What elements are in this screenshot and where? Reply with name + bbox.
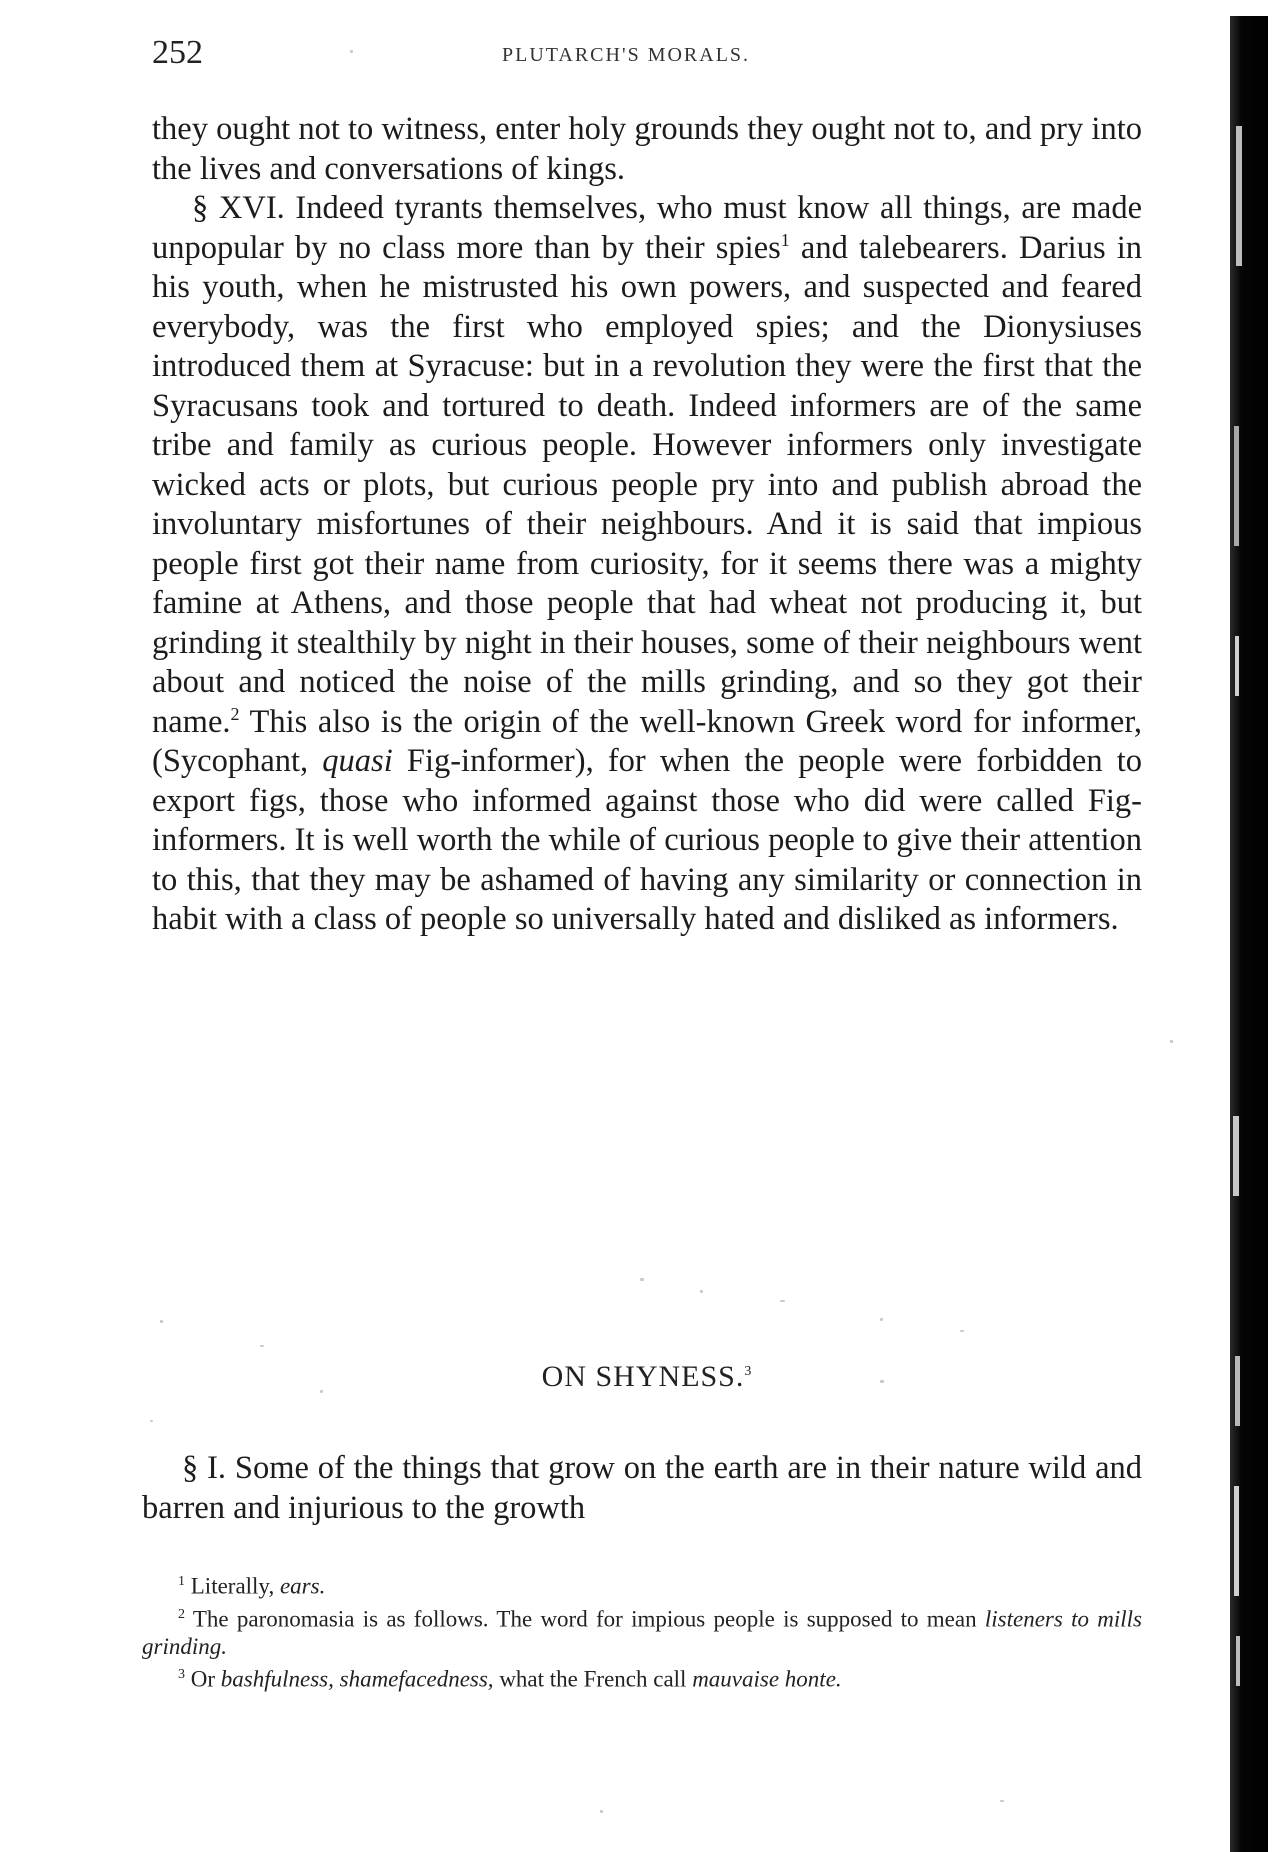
scan-edge-shadow bbox=[1230, 16, 1268, 1852]
paragraph-section-xvi: § XVI. Indeed tyrants themselves, who must know all things, are made unpopular by no class more than by their spies$^1$ and talebearers. Darius in his youth, when he mistrusted his own powers, and suspected and feared everybody, was the first who employed spies; and the Dionysiuses introduced them at Syracuse: but in a revolution they were the first that the Syracusans took and tortured to death. Indeed informers are of the same tribe and family as curious people. However informers only investigate wicked acts or plots, but curious people pry into and publish abroad the involuntary misfortunes of their neighbours. And it is said that impious people first got their name from curiosity, for it seems there was a mighty famine at Athens, and those people that had wheat not producing it, but grinding it stealthily by night in their houses, some of their neighbours went about and noticed the noise of the mills grinding, and so they got their name.$^2$ This also is the origin of the well-known Greek word for informer, (Sycophant, quasi Fig-informer), for when the people were forbidden to export figs, those who informed against those who did were called Fig-informers. It is well worth the while of curious people to give their attention to this, that they may be ashamed of having any similarity or connection in habit with a class of people so universally hated and disliked as informers. bbox=[152, 190, 1143, 937]
footnote-ref-3: 3 bbox=[744, 1364, 753, 1379]
footnote-2: $^2$ The paronomasia is as follows. The word for impious people is supposed to mean listeners to mills grinding. bbox=[142, 1606, 1143, 1660]
footnote-ref-2: 2 bbox=[230, 703, 240, 724]
section-text bbox=[142, 1448, 1142, 1528]
section-marker: § XVI. bbox=[192, 190, 285, 226]
footnotes bbox=[142, 1568, 1142, 1694]
page-header bbox=[152, 34, 1142, 74]
footnote-1: $^1$ Literally, ears. bbox=[178, 1573, 326, 1599]
section-heading: ON SHYNESS.$^3$ bbox=[541, 1360, 753, 1393]
main-text bbox=[152, 110, 1142, 940]
footnote-3: $^3$ Or bashfulness, shamefacedness, what the French call mauvaise honte. bbox=[178, 1666, 842, 1692]
footnote-ref-1: 1 bbox=[780, 229, 790, 250]
italic-quasi: quasi bbox=[322, 743, 393, 779]
paragraph-continuation: they ought not to witness, enter holy grounds they ought not to, and pry into the lives and conversations of kings. bbox=[152, 111, 1142, 187]
paragraph-section-i: § I. Some of the things that grow on the earth are in their nature wild and barren and injurious to the growth bbox=[142, 1450, 1142, 1526]
running-title: PLUTARCH'S MORALS. bbox=[502, 44, 751, 66]
page-number: 252 bbox=[152, 34, 203, 71]
